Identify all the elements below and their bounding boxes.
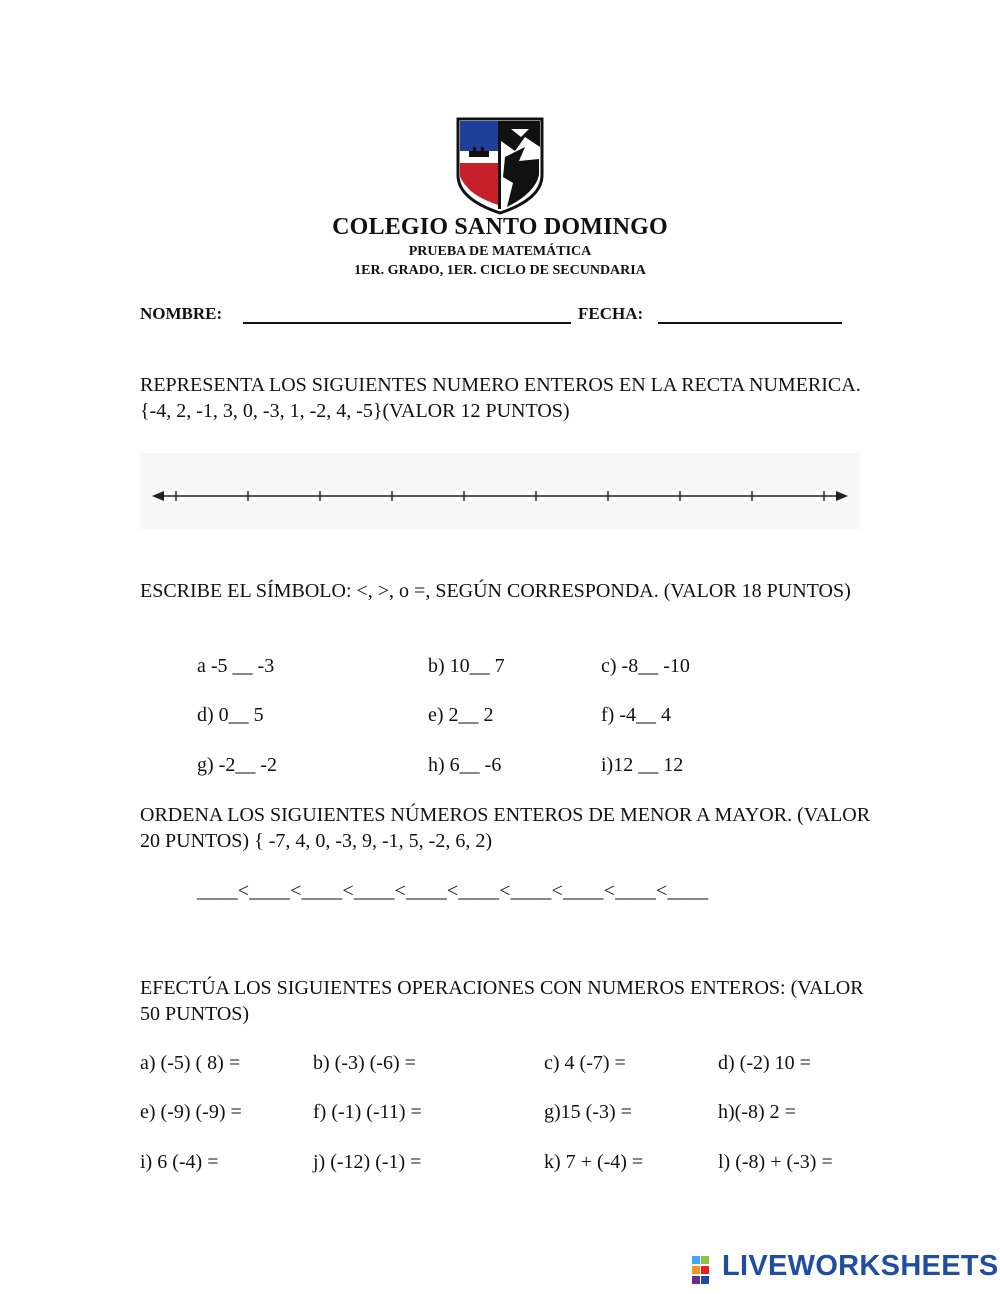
section3-instruction: ORDENA LOS SIGUIENTES NÚMEROS ENTEROS DE MENOR A MAYOR. (VALOR 20 PUNTOS) { -7, 4, 0, -3, 9, -1, 5, -2, 6, 2) <box>140 804 871 852</box>
comparison-item: i)12 __ 12 <box>601 754 684 776</box>
comparison-item: f) -4__ 4 <box>601 704 671 726</box>
name-label: NOMBRE: <box>140 304 223 323</box>
operation-item: b) (-3) (-6) = <box>313 1052 416 1074</box>
section1-instruction: REPRESENTA LOS SIGUIENTES NUMERO ENTEROS EN LA RECTA NUMERICA. {-4, 2, -1, 3, 0, -3, 1, -2, 4, -5}(VALOR 12 PUNTOS) <box>140 374 861 422</box>
liveworksheets-brand[interactable]: LIVEWORKSHEETS <box>722 1250 999 1282</box>
number-line <box>140 453 860 529</box>
operation-item: g)15 (-3) = <box>544 1101 632 1123</box>
grade-level: 1ER. GRADO, 1ER. CICLO DE SECUNDARIA <box>354 263 646 278</box>
operation-item: l) (-8) + (-3) = <box>718 1151 833 1173</box>
operation-item: e) (-9) (-9) = <box>140 1101 242 1123</box>
operation-item: k) 7 + (-4) = <box>544 1151 644 1173</box>
date-label: FECHA: <box>578 304 644 323</box>
operation-item: i) 6 (-4) = <box>140 1151 219 1173</box>
operation-item: c) 4 (-7) = <box>544 1052 626 1074</box>
operation-item: h)(-8) 2 = <box>718 1101 796 1123</box>
ordering-blanks: ____<____<____<____<____<____<____<____<____<____ <box>197 880 709 902</box>
comparison-item: b) 10__ 7 <box>428 655 505 677</box>
school-crest-logo <box>455 117 545 215</box>
operation-item: d) (-2) 10 = <box>718 1052 811 1074</box>
test-subject: PRUEBA DE MATEMÁTICA <box>408 244 592 259</box>
comparison-item: h) 6__ -6 <box>428 754 502 776</box>
liveworksheets-logo-icon <box>692 1256 718 1284</box>
operation-item: f) (-1) (-11) = <box>313 1101 422 1123</box>
comparison-item: e) 2__ 2 <box>428 704 494 726</box>
comparison-item: d) 0__ 5 <box>197 704 264 726</box>
school-name: COLEGIO SANTO DOMINGO <box>332 214 668 240</box>
operation-item: j) (-12) (-1) = <box>313 1151 422 1173</box>
name-blank-line <box>243 322 571 324</box>
operation-item: a) (-5) ( 8) = <box>140 1052 241 1074</box>
comparison-item: g) -2__ -2 <box>197 754 277 776</box>
section2-instruction: ESCRIBE EL SÍMBOLO: <, >, o =, SEGÚN CORRESPONDA. (VALOR 18 PUNTOS) <box>140 580 851 602</box>
section4-instruction: EFECTÚA LOS SIGUIENTES OPERACIONES CON NUMEROS ENTEROS: (VALOR 50 PUNTOS) <box>140 977 864 1025</box>
comparison-item: a -5 __ -3 <box>197 655 275 677</box>
date-blank-line <box>658 322 842 324</box>
comparison-item: c) -8__ -10 <box>601 655 690 677</box>
